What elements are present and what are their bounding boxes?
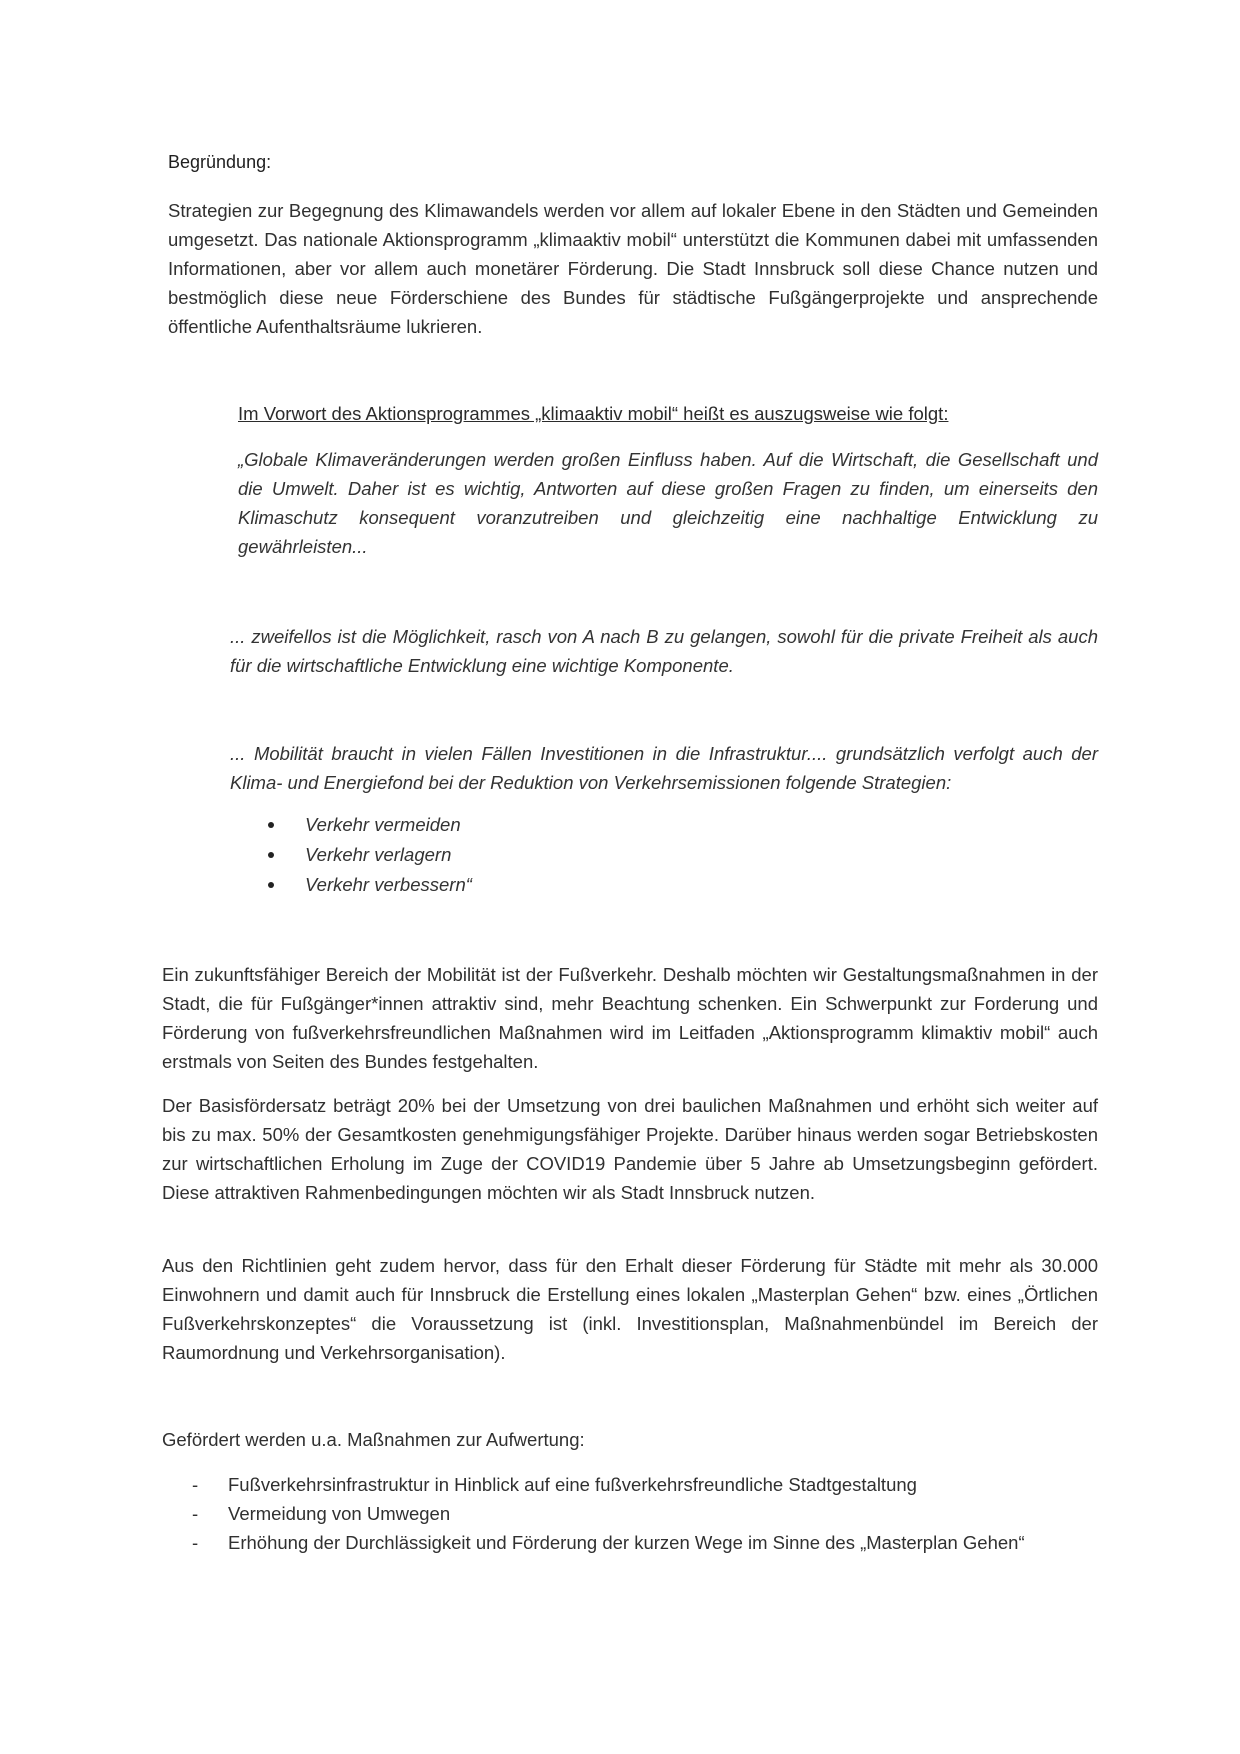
measure-text: Erhöhung der Durchlässigkeit und Förderung der kurzen Wege im Sinne des „Masterplan Gehen“: [228, 1532, 1025, 1553]
strategy-list: [265, 810, 472, 900]
quote-intro: Im Vorwort des Aktionsprogrammes „klimaaktiv mobil“ heißt es auszugsweise wie folgt:: [238, 403, 949, 424]
strategy-item: [265, 840, 472, 870]
measure-text: Fußverkehrsinfrastruktur in Hinblick auf eine fußverkehrsfreundliche Stadtgestaltung: [228, 1474, 917, 1495]
quote-paragraph-3: ... Mobilität braucht in vielen Fällen Investitionen in die Infrastruktur.... grundsätzlich verfolgt auch der Klima- und Energiefond bei der Reduktion von Verkehrsemissionen folgende Strategien:: [230, 743, 1098, 793]
paragraph-gefoerdert: Gefördert werden u.a. Maßnahmen zur Aufwertung:: [162, 1429, 585, 1450]
measures-list: [192, 1470, 1098, 1557]
bullet-icon: [268, 852, 274, 858]
measure-item: [192, 1499, 1098, 1528]
dash-icon: -: [192, 1474, 199, 1495]
dash-icon: -: [192, 1532, 199, 1553]
paragraph-fussverkehr: Ein zukunftsfähiger Bereich der Mobilität ist der Fußverkehr. Deshalb möchten wir Gestaltungsmaßnahmen in der Stadt, die für Fußgänger*innen attraktiv sind, mehr Beachtung schenken. Ein Schwerpunkt zur Forderung und Förderung von fußverkehrsfreundlichen Maßnahmen wird im Leitfaden „Aktionsprogramm klimaktiv mobil“ auch erstmals von Seiten des Bundes festgehalten.: [162, 964, 1098, 1072]
strategy-text: Verkehr verlagern: [305, 844, 452, 865]
quote-paragraph-2: ... zweifellos ist die Möglichkeit, rasch von A nach B zu gelangen, sowohl für die private Freiheit als auch für die wirtschaftliche Entwicklung eine wichtige Komponente.: [230, 626, 1098, 676]
section-heading: Begründung:: [168, 152, 272, 172]
dash-icon: -: [192, 1503, 199, 1524]
measure-text: Vermeidung von Umwegen: [228, 1503, 451, 1524]
strategy-item: [265, 810, 472, 840]
strategy-text: Verkehr vermeiden: [305, 814, 461, 835]
strategy-item: [265, 870, 472, 900]
bullet-icon: [268, 822, 274, 828]
bullet-icon: [268, 882, 274, 888]
strategy-text: Verkehr verbessern“: [305, 874, 472, 895]
paragraph-richtlinien: Aus den Richtlinien geht zudem hervor, dass für den Erhalt dieser Förderung für Städte mit mehr als 30.000 Einwohnern und damit auch für Innsbruck die Erstellung eines lokalen „Masterplan Gehen“ bzw. eines „Örtlichen Fußverkehrskonzeptes“ die Voraussetzung ist (inkl. Investitionsplan, Maßnahmenbündel im Bereich der Raumordnung und Verkehrsorganisation).: [162, 1255, 1098, 1363]
quote-paragraph-1: „Globale Klimaveränderungen werden großen Einfluss haben. Auf die Wirtschaft, die Gesellschaft und die Umwelt. Daher ist es wichtig, Antworten auf diese großen Fragen zu finden, um einerseits den Klimaschutz konsequent voranzutreiben und gleichzeitig eine nachhaltige Entwicklung zu gewährleisten...: [238, 449, 1098, 557]
paragraph-intro: Strategien zur Begegnung des Klimawandels werden vor allem auf lokaler Ebene in den Städten und Gemeinden umgesetzt. Das nationale Aktionsprogramm „klimaaktiv mobil“ unterstützt die Kommunen dabei mit umfassenden Informationen, aber vor allem auch monetärer Förderung. Die Stadt Innsbruck soll diese Chance nutzen und bestmöglich diese neue Förderschiene des Bundes für städtische Fußgängerprojekte und ansprechende öffentliche Aufenthaltsräume lukrieren.: [168, 200, 1098, 337]
measure-item: [192, 1528, 1098, 1557]
paragraph-foerdersatz: Der Basisfördersatz beträgt 20% bei der Umsetzung von drei baulichen Maßnahmen und erhöht sich weiter auf bis zu max. 50% der Gesamtkosten genehmigungsfähiger Projekte. Darüber hinaus werden sogar Betriebskosten zur wirtschaftlichen Erholung im Zuge der COVID19 Pandemie über 5 Jahre ab Umsetzungsbeginn gefördert. Diese attraktiven Rahmenbedingungen möchten wir als Stadt Innsbruck nutzen.: [162, 1095, 1098, 1203]
measure-item: [192, 1470, 1098, 1499]
